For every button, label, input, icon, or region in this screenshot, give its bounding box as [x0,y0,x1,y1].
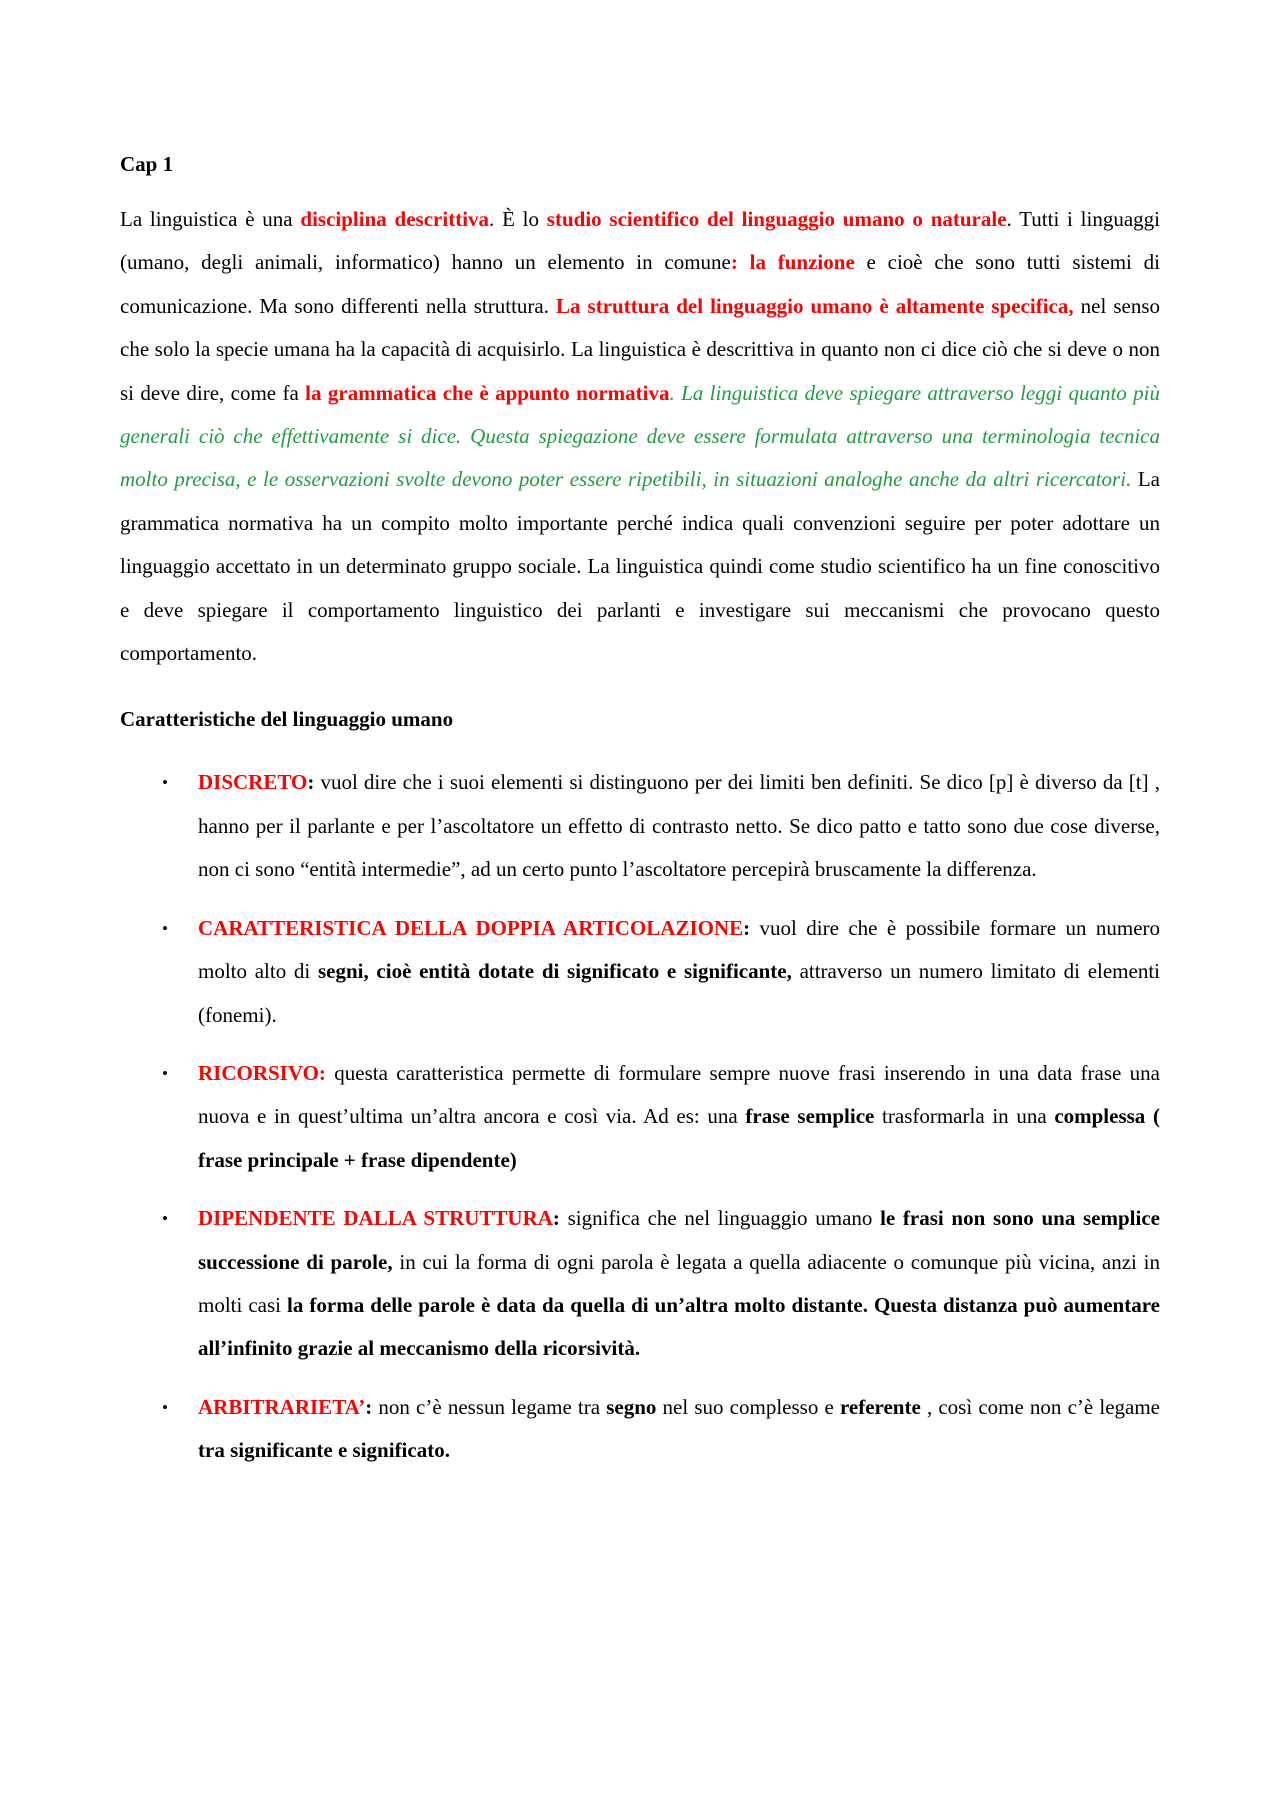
intro-paragraph [120,198,1160,675]
document-page [120,150,1160,1488]
doppia-text-1: vuol dire che è possibile formare un numero molto alto di [198,915,1161,984]
arbitrarieta-text-1: non c’è nessun legame tra [372,1394,607,1419]
ricorsivo-text-2: trasformarla in una [874,1104,1055,1129]
dipendente-bold-frasi: le frasi non sono una semplice successione di parole, [198,1206,1160,1274]
bullet-icon: • [162,773,168,793]
intro-text-2: . È lo [489,207,547,231]
bullet-icon: • [162,1063,168,1083]
term-arbitrarieta: ARBITRARIETA’ [198,1394,366,1419]
list-item-arbitrarieta [120,1386,1160,1473]
chapter-heading: Cap 1 [120,152,174,176]
highlight-studio-scientifico: studio scientifico del linguaggio umano o naturale [546,207,1007,231]
characteristics-list [120,761,1160,1472]
list-item-doppia-articolazione [120,907,1160,1037]
term-ricorsivo: RICORSIVO: [198,1060,326,1085]
term-discreto: DISCRETO [198,770,308,795]
arbitrarieta-text-3: , così come non c’è legame [920,1394,1160,1419]
doppia-text-2: attraverso un numero limitato di elementi (fonemi). [198,959,1161,1027]
intro-text-6: La grammatica normativa ha un compito molto importante perché indica quali convenzioni seguire per poter adottare un linguaggio accettato in un determinato gruppo sociale. La linguistica quindi come studio scientifico ha un fine conoscitivo e deve spiegare il comportamento linguistico dei parlanti e investigare sui meccanismi che provocano questo comportamento. [120,467,1160,666]
term-colon: : [743,915,751,940]
list-item-ricorsivo [120,1052,1160,1182]
arbitrarieta-text-2: nel suo complesso e [656,1394,840,1419]
intro-text-4: e cioè che sono tutti sistemi di comunicazione. Ma sono differenti nella struttura. [120,250,1160,318]
highlight-struttura-specifica: La struttura del linguaggio umano è altamente specifica, [556,293,1074,318]
bullet-icon: • [162,918,168,938]
highlight-la-funzione: : la funzione [730,250,855,275]
ricorsivo-bold-complessa: complessa ( frase principale + frase dipendente) [198,1104,1160,1172]
arbitrarieta-bold-significante: tra significante e significato. [198,1438,450,1463]
highlight-grammatica-normativa: la grammatica che è appunto normativa [305,380,670,405]
intro-text-3: . Tutti i linguaggi (umano, degli animali, informatico) hanno un elemento in comune [120,207,1160,275]
arbitrarieta-bold-segno: segno [606,1394,657,1419]
ricorsivo-bold-frase-semplice: frase semplice [745,1104,875,1129]
ricorsivo-text-1: questa caratteristica permette di formulare sempre nuove frasi inserendo in una data frase una nuova e in quest’ultima un’altra ancora e così via. Ad es: una [198,1060,1160,1129]
dipendente-bold-forma: la forma delle parole è data da quella di un’altra molto distante. Questa distanza può aumentare all’infinito grazie al meccanismo della ricorsività. [198,1292,1160,1361]
italic-green-explanation: . La linguistica deve spiegare attraverso leggi quanto più generali ciò che effettivamente si dice. Questa spiegazione deve essere formulata attraverso una terminologia tecnica molto precisa, e le osservazioni svolte devono poter essere ripetibili, in situazioni analoghe anche da altri ricercatori. [120,380,1160,492]
discreto-text: vuol dire che i suoi elementi si distinguono per dei limiti ben definiti. Se dico [p] è diverso da [t] , hanno per il parlante e per l’ascoltatore un effetto di contrasto netto. Se dico patto e tatto sono due cose diverse, non ci sono “entità intermedie”, ad un certo punto l’ascoltatore percepirà bruscamente la differenza. [198,770,1160,882]
list-item-dipendente-struttura [120,1197,1160,1371]
term-colon: : [552,1206,560,1231]
bullet-icon: • [162,1209,168,1229]
arbitrarieta-bold-referente: referente [839,1394,921,1419]
section-title: Caratteristiche del linguaggio umano [120,707,454,732]
term-doppia-articolazione: CARATTERISTICA DELLA DOPPIA ARTICOLAZIONE [198,915,744,940]
dipendente-text-2: in cui la forma di ogni parola è legata a quella adiacente o comunque più vicina, anzi in molti casi [198,1249,1160,1317]
intro-text-1: La linguistica è una [120,207,301,231]
intro-text-5: nel senso che solo la specie umana ha la capacità di acquisirlo. La linguistica è descrittiva in quanto non ci dice ciò che si deve o non si deve dire, come fa [120,293,1160,405]
highlight-disciplina-descrittiva: disciplina descrittiva [300,207,490,231]
term-colon: : [365,1394,373,1419]
doppia-bold-segni: segni, cioè entità dotate di significato e significante, [317,959,792,984]
term-colon: : [307,770,315,795]
bullet-icon: • [162,1397,168,1417]
term-dipendente-struttura: DIPENDENTE DALLA STRUTTURA [198,1206,553,1231]
list-item-discreto [120,761,1160,891]
dipendente-text-1: significa che nel linguaggio umano [559,1206,881,1231]
